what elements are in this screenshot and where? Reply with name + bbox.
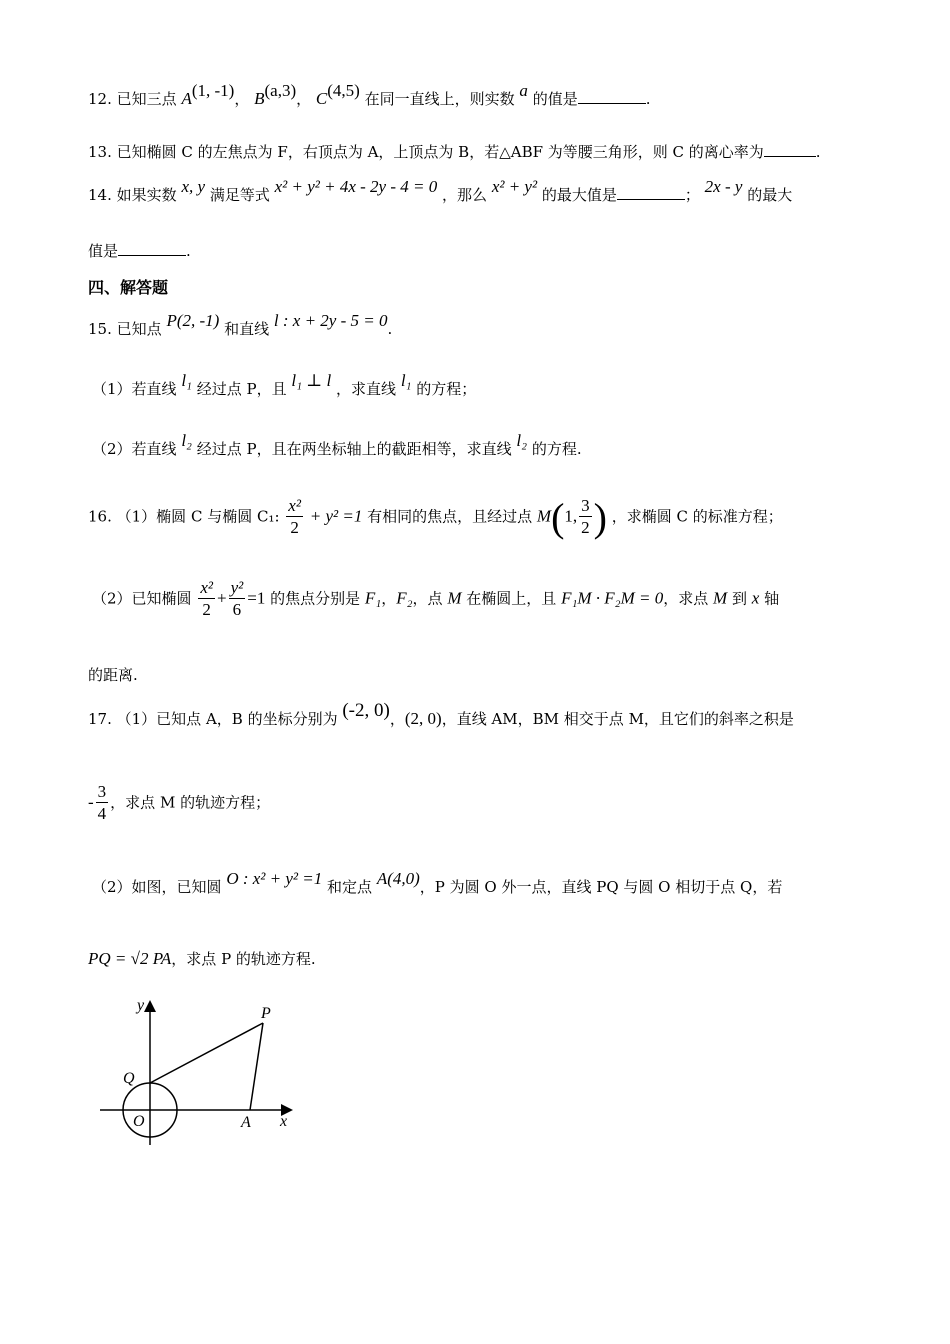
- a-label: A: [241, 1114, 251, 1131]
- q-label: Q: [123, 1070, 135, 1087]
- q16-fraction: [198, 578, 215, 621]
- fraction-denominator: 6: [232, 600, 242, 619]
- q17-coord-a: (-2, 0): [342, 700, 390, 721]
- fraction-numerator: x²: [200, 578, 213, 597]
- q17-p1-text: ，直线 AM，BM 相交于点 M，且它们的斜率之积是: [441, 710, 794, 728]
- fraction-denominator: 2: [290, 518, 299, 537]
- q15-l1: l₁: [181, 371, 192, 390]
- q14-equation: x² + y² + 4x - 2y - 4 = 0: [274, 177, 438, 196]
- question-17-part2: [92, 869, 783, 897]
- q16-dot-product: F₁M · F₂M = 0: [561, 588, 664, 608]
- q14-end: .: [186, 242, 191, 260]
- q15-p1-text: （1）若直线: [92, 380, 177, 398]
- q17-fraction: [96, 782, 109, 825]
- q14-text: ；: [684, 186, 700, 204]
- q14-number: 14.: [88, 186, 112, 204]
- q14-text: 的最大值是: [541, 186, 617, 204]
- q16-fraction: [229, 578, 246, 621]
- q12-point-b-coord: (a,3): [264, 81, 297, 100]
- q12-end: .: [645, 90, 651, 108]
- q15-line: l : x + 2y - 5 = 0: [273, 311, 388, 330]
- q16-p2-text: ，求点: [663, 589, 709, 608]
- q13-text: 13. 已知椭圆 C 的左焦点为 F，右顶点为 A，上顶点为 B，若△ABF 为等腰三角形，则 C 的离心率为: [88, 143, 764, 161]
- answer-blank[interactable]: [118, 241, 186, 256]
- q12-text: 已知三点: [116, 90, 177, 108]
- fraction-numerator: 3: [581, 496, 590, 515]
- question-16-part2-cont: [88, 664, 138, 685]
- q17-p2-text: ，求点 P 的轨迹方程.: [171, 950, 316, 968]
- q14-text: 的最大: [747, 186, 793, 204]
- q12-point-a-coord: (1, -1): [191, 81, 235, 100]
- q16-p2-text: ，点: [412, 589, 443, 608]
- q12-point-c-coord: (4,5): [327, 81, 360, 100]
- fraction-numerator: y²: [230, 578, 244, 597]
- q16-p2-text: 的焦点分别是: [270, 589, 361, 608]
- q12-text: 的值是: [532, 90, 578, 108]
- q15-l2: l₂: [516, 431, 528, 450]
- q16-f2: F₂: [396, 588, 413, 608]
- q12-text: 在同一直线上，则实数: [364, 90, 515, 108]
- q12-point-b: B: [254, 89, 265, 108]
- comma: ，: [389, 710, 405, 728]
- q17-p1-text: （1）已知点 A，B 的坐标分别为: [116, 710, 338, 728]
- q14-text: 如果实数: [116, 186, 177, 204]
- q14-text: 值是: [88, 242, 119, 260]
- q15-p1-text: ，求直线: [336, 380, 397, 398]
- q14-expr1: x² + y²: [491, 177, 538, 196]
- q15-p2-text: 的方程.: [531, 440, 582, 458]
- answer-blank[interactable]: [578, 89, 646, 104]
- q17-circle-eq: O : x² + y² =1: [226, 869, 323, 888]
- question-13: [88, 141, 821, 162]
- answer-blank[interactable]: [764, 142, 816, 157]
- fraction-numerator: x²: [288, 496, 301, 515]
- q15-p1-text: 经过点 P，且: [196, 380, 287, 398]
- o-label: O: [133, 1113, 145, 1130]
- q16-fraction: [286, 496, 303, 539]
- question-16-part2: [92, 578, 779, 621]
- q12-point-a: A: [181, 89, 192, 108]
- q15-text: 和直线: [224, 320, 270, 338]
- fraction-denominator: 4: [97, 804, 107, 823]
- segment-pa: [250, 1023, 263, 1110]
- q17-condition: PQ = √2 PA: [88, 949, 172, 968]
- q16-m-x: 1,: [564, 506, 578, 526]
- question-17-part1: [88, 700, 794, 730]
- q15-point: P(2, -1): [166, 311, 220, 330]
- q16-m-fraction: [579, 496, 592, 539]
- minus-sign: -: [88, 792, 94, 812]
- q12-number: 12.: [88, 90, 112, 108]
- plus-sign: +: [216, 588, 227, 608]
- q12-var-a: a: [519, 81, 528, 100]
- q12-point-c: C: [315, 89, 328, 108]
- question-15: [88, 311, 393, 339]
- q16-f1: F₁: [364, 588, 382, 608]
- section-heading: 四、解答题: [88, 278, 169, 297]
- q16-p2-text: 轴: [764, 589, 780, 608]
- geometry-figure: [95, 995, 315, 1159]
- question-16-part1: 16. （1）椭圆 C 与椭圆 C₁: $\frac{\text{x²}}{2}$ + y² =1 有相同的焦点，且经过点 M(1, $\frac{3}{2}$ ) ，求椭圆 C 的标准方程；: [88, 495, 783, 540]
- q16-point-m: M: [536, 506, 552, 526]
- q15-text: 已知点: [116, 320, 162, 338]
- q16-p2-text: （2）已知椭圆: [92, 589, 192, 608]
- q16-x: x: [751, 588, 760, 608]
- fraction-denominator: 2: [202, 600, 211, 619]
- q14-text: ，那么: [442, 186, 488, 204]
- q16-p1-text: 有相同的焦点，且经过点: [367, 507, 533, 526]
- comma: ，: [381, 589, 397, 608]
- p-label: P: [261, 1005, 271, 1022]
- q16-p2-text: 在椭圆上，且: [466, 589, 557, 608]
- figure-svg: [95, 995, 315, 1155]
- q15-l1: l₁: [400, 371, 412, 390]
- q16-eq-rest: + y² =1: [309, 506, 363, 526]
- q15-p2-text: （2）若直线: [92, 440, 177, 458]
- question-17-part2-cont: [88, 948, 316, 969]
- q14-text: 满足等式: [209, 186, 270, 204]
- fraction-denominator: 2: [581, 518, 590, 537]
- q17-p2-text: 和定点: [327, 878, 373, 896]
- answer-blank[interactable]: [617, 185, 685, 200]
- q14-expr2: 2x - y: [704, 177, 743, 196]
- q16-number: 16.: [88, 507, 112, 526]
- question-14: [88, 177, 793, 205]
- fraction-numerator: 3: [97, 782, 107, 801]
- y-label: y: [137, 997, 145, 1014]
- q15-end: .: [387, 320, 393, 338]
- question-17-part1-cont: [88, 782, 270, 825]
- q16-p1-text: ，求椭圆 C 的标准方程；: [611, 507, 783, 526]
- q14-vars: x, y: [181, 177, 206, 196]
- question-15-part2: [92, 431, 582, 459]
- q15-perp: l₁ ⊥ l: [291, 371, 332, 390]
- question-15-part1: [92, 371, 477, 399]
- question-12: [88, 81, 651, 109]
- q15-number: 15.: [88, 320, 112, 338]
- q15-p2-text: 经过点 P，且在两坐标轴上的截距相等，求直线: [196, 440, 512, 458]
- q17-coord-b: (2, 0): [404, 709, 442, 728]
- q15-l2: l₂: [181, 431, 192, 450]
- q17-number: 17.: [88, 710, 112, 728]
- q17-p2-text: （2）如图，已知圆: [92, 878, 222, 896]
- q17-p1-text: ，求点 M 的轨迹方程；: [110, 793, 271, 812]
- q16-p2-text: 的距离.: [88, 666, 138, 684]
- q13-end: .: [815, 143, 821, 161]
- q12-sep: ，: [234, 90, 250, 108]
- segment-pq: [150, 1023, 263, 1083]
- question-14-cont: [88, 240, 191, 261]
- x-label: x: [280, 1113, 288, 1130]
- q17-point-a: A(4,0): [376, 869, 420, 888]
- q16-p2-text: 到: [731, 589, 747, 608]
- q16-p1-text: （1）椭圆 C 与椭圆 C₁:: [116, 507, 280, 526]
- q12-sep: ，: [296, 90, 312, 108]
- q15-p1-text: 的方程；: [416, 380, 477, 398]
- q16-point-m: M: [713, 588, 728, 608]
- q16-point-m: M: [447, 588, 462, 608]
- equals-one: =1: [247, 588, 266, 608]
- q17-p2-text: ，P 为圆 O 外一点，直线 PQ 与圆 O 相切于点 Q，若: [419, 878, 783, 896]
